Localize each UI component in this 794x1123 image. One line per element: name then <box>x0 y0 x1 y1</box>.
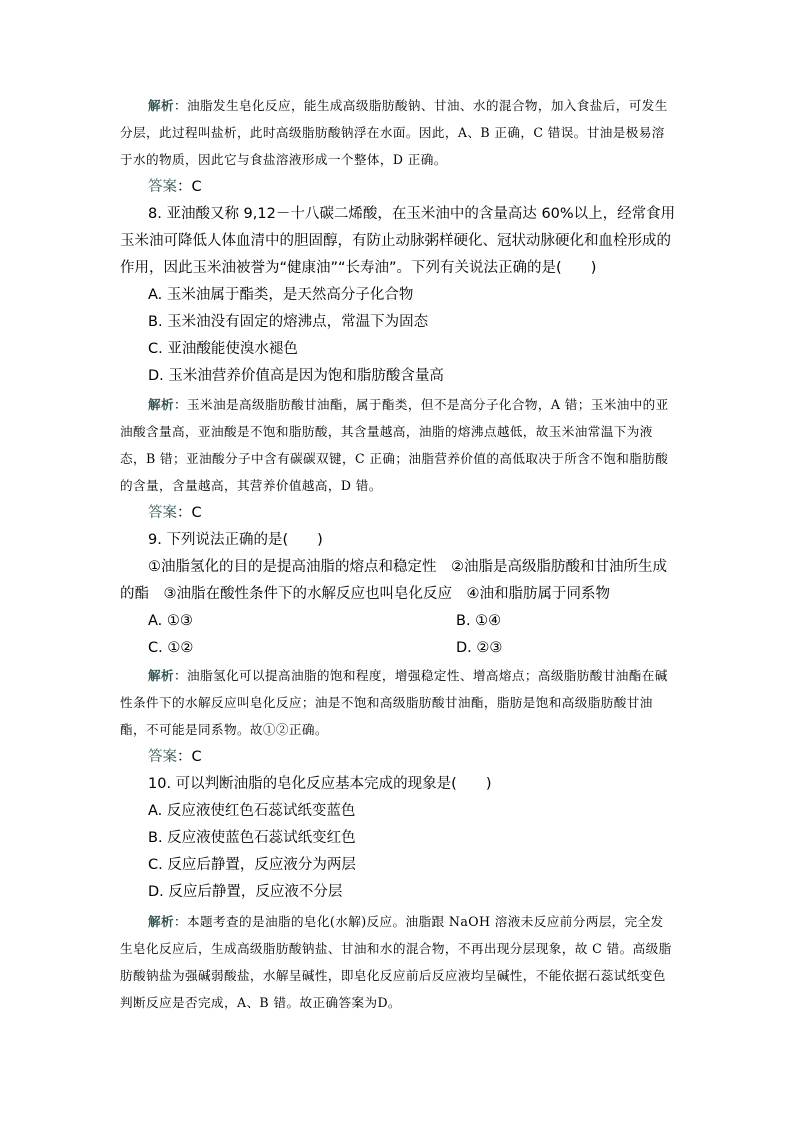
explanation-label: 解析 <box>148 668 174 683</box>
explanation-text: ：本题考查的是油脂的皂化(水解)反应。油脂跟 NaOH 溶液未反应前分两层，完全发生皂化反应后，生成高级脂肪酸钠盐、甘油和水的混合物，不再出现分层现象，故 C 错。高级脂肪酸钠盐为强碱弱酸盐，水解呈碱性，即皂化反应前后反应液均呈碱性，不能依据石蕊试纸变色判断反应是否完成，A、B 错。故正确答案为D。 <box>120 914 672 1010</box>
q10-option-b: B. 反应液使蓝色石蕊试纸变红色 <box>148 830 356 846</box>
q8-explanation <box>120 391 676 499</box>
q10-option-d: D. 反应后静置，反应液不分层 <box>148 884 343 900</box>
explanation-label: 解析 <box>148 914 174 929</box>
q9-option-d: D. ②③ <box>456 640 503 656</box>
explanation-label: 解析 <box>148 98 174 113</box>
q9-statements: ①油脂氢化的目的是提高油脂的熔点和稳定性 ②油脂是高级脂肪酸和甘油所生成的酯 ③油脂在酸性条件下的水解反应也叫皂化反应 ④油和脂肪属于同系物 <box>120 559 667 602</box>
answer-label: 答案 <box>148 505 177 521</box>
q9-explanation <box>120 662 676 743</box>
q10-explanation <box>120 908 676 1016</box>
answer-label: 答案 <box>148 179 177 195</box>
answer-value: ：C <box>177 749 202 765</box>
q8-stem: 8. 亚油酸又称 9,12－十八碳二烯酸，在玉米油中的含量高达 60%以上，经常食用玉米油可降低人体血清中的胆固醇，有防止动脉粥样硬化、冠状动脉硬化和血栓形成的作用，因此玉米油被誉为“健康油”“长寿油”。下列有关说法正确的是( ) <box>120 206 676 276</box>
explanation-text: ：玉米油是高级脂肪酸甘油酯，属于酯类，但不是高分子化合物，A 错；玉米油中的亚油酸含量高，亚油酸是不饱和脂肪酸，其含量越高，油脂的熔沸点越低，故玉米油常温下为液态，B 错；亚油酸分子中含有碳碳双键，C 正确；油脂营养价值的高低取决于所含不饱和脂肪酸的含量，含量越高，其营养价值越高，D 错。 <box>120 397 669 493</box>
q9-answer <box>120 744 704 771</box>
explanation-text: ：油脂氢化可以提高油脂的饱和程度，增强稳定性、增高熔点；高级脂肪酸甘油酯在碱性条件下的水解反应叫皂化反应；油是不饱和高级脂肪酸甘油酯，脂肪是饱和高级脂肪酸甘油酯，不可能是同系物。故①②正确。 <box>120 668 668 737</box>
answer-value: ：C <box>177 179 202 195</box>
q7-explanation <box>120 92 676 173</box>
answer-value: ：C <box>177 505 202 521</box>
q8-answer <box>120 500 704 527</box>
q8-option-c: C. 亚油酸能使溴水褪色 <box>148 341 298 357</box>
q10-option-c: C. 反应后静置，反应液分为两层 <box>148 857 356 873</box>
answer-label: 答案 <box>148 749 177 765</box>
q10-stem: 10. 可以判断油脂的皂化反应基本完成的现象是( ) <box>148 776 492 792</box>
q10-option-a: A. 反应液使红色石蕊试纸变蓝色 <box>148 803 356 819</box>
q8-option-b: B. 玉米油没有固定的熔沸点，常温下为固态 <box>148 314 429 330</box>
explanation-text: ：油脂发生皂化反应，能生成高级脂肪酸钠、甘油、水的混合物，加入食盐后，可发生分层，此过程叫盐析，此时高级脂肪酸钠浮在水面。因此，A、B 正确，C 错误。甘油是极易溶于水的物质，因此它与食盐溶液形成一个整体，D 正确。 <box>120 98 668 167</box>
q8-option-d: D. 玉米油营养价值高是因为饱和脂肪酸含量高 <box>148 368 444 384</box>
q9-option-a: A. ①③ <box>148 613 193 629</box>
q9-stem: 9. 下列说法正确的是( ) <box>148 532 323 548</box>
q8-option-a: A. 玉米油属于酯类，是天然高分子化合物 <box>148 287 414 303</box>
q7-answer <box>120 174 704 201</box>
q9-option-b: B. ①④ <box>456 613 502 629</box>
q9-option-c: C. ①② <box>148 640 194 656</box>
explanation-label: 解析 <box>148 397 174 412</box>
